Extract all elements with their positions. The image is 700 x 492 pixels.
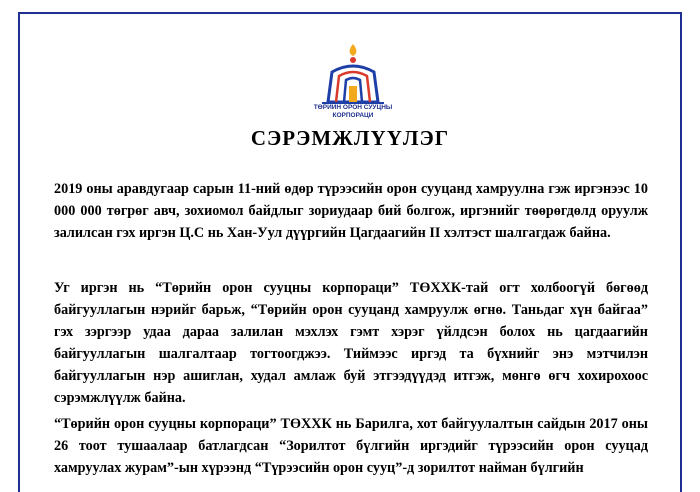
paragraph-1: 2019 оны аравдугаар сарын 11-ний өдөр түрээсийн орон сууцанд хамруулна гэж иргэнээс 10 000 000 төгрөг авч, зохиомол байдлыг зориудаар бий болгож, иргэнийг төөрөгдөлд оруулж залилсан гэх иргэн Ц.С нь Хан-Уул дүүргийн Цагдаагийн II хэлтэст шалгагдаж байна. bbox=[54, 181, 648, 241]
logo-emblem-icon bbox=[308, 42, 398, 112]
logo-caption-line2: КОРПОРАЦИ bbox=[332, 112, 374, 119]
logo-sun-icon bbox=[350, 57, 356, 63]
logo-flame-icon bbox=[350, 44, 357, 56]
page-title: СЭРЭМЖЛҮҮЛЭГ bbox=[250, 126, 450, 150]
paragraph-2: Уг иргэн нь “Төрийн орон сууцны корпораци” ТӨХХК-тай огт холбоогүй бөгөөд байгууллагын нэрийг барьж, “Төрийн орон сууцанд хамруулж өгнө. Таньдаг хүн байгаа” гэх зэргээр удаа дараа залилан мэхлэх гэмт хэрэг үйлдсэн болох нь цагдаагийн байгууллагын шалгалтаар тогтоогджээ. Тиймээс иргэд та бүхнийг энэ мэтчилэн байгууллагын нэр ашиглан, худал амлаж буй этгээдүүдэд итгэж, мөнгө өгч хохирохоос сэрэмжлүүлж байна. bbox=[54, 280, 648, 406]
logo-caption bbox=[300, 104, 406, 120]
logo-caption-line1: ТӨРИЙН ОРОН СУУЦНЫ bbox=[313, 104, 393, 111]
paragraph-3: “Төрийн орон сууцны корпораци” ТӨХХК нь Барилга, хот байгуулалтын сайдын 2017 оны 26 тоот тушаалаар батлагдсан “Зорилтот бүлгийн иргэдийг түрээсийн орон сууцад хамруулах журам”-ын хүрээнд “Түрээсийн орон сууц”-д зорилтот найман бүлгийн bbox=[54, 416, 648, 476]
